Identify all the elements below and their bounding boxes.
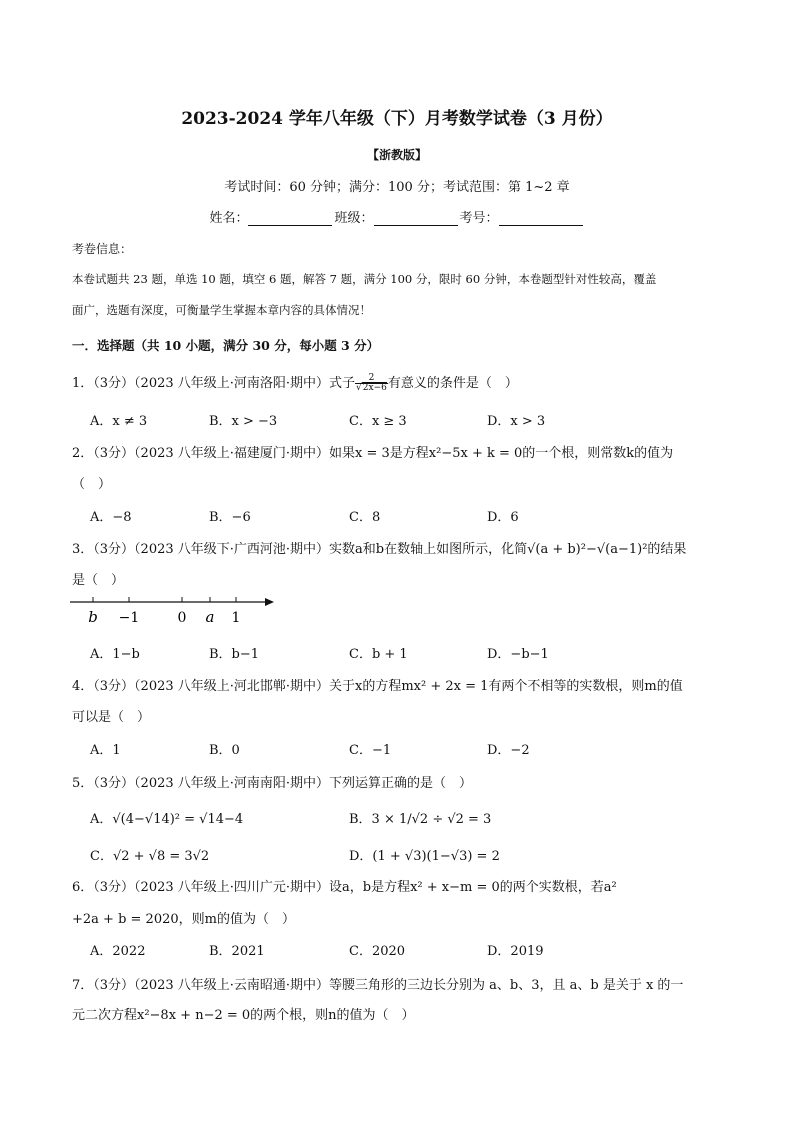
student-fields	[0, 207, 794, 226]
fraction-denominator: √2x−6	[356, 383, 387, 393]
q5-option-d[interactable]: D．(1 + √3)(1−√3) = 2	[349, 849, 500, 864]
label-1: 1	[231, 610, 241, 626]
q4-option-a[interactable]: A．1	[90, 743, 121, 758]
q6-option-a[interactable]: A．2022	[90, 944, 146, 959]
label-minus-1: −1	[118, 610, 140, 626]
radicand: 2x−6	[362, 383, 387, 393]
number-label: 考号：	[459, 211, 499, 226]
question-6-line-2: +2a + b = 2020，则m的值为（ ）	[72, 912, 295, 927]
question-4-line-2: 可以是（ ）	[72, 710, 151, 725]
label-a: a	[205, 608, 215, 626]
exam-meta: 考试时间：60 分钟；满分：100 分；考试范围：第 1~2 章	[224, 180, 570, 195]
q1-option-a[interactable]: A．x ≠ 3	[90, 414, 148, 429]
number-blank[interactable]	[499, 211, 583, 226]
name-blank[interactable]	[248, 211, 332, 226]
number-line-figure	[68, 594, 288, 630]
q2-option-d[interactable]: D．6	[487, 510, 519, 525]
info-line-1: 本卷试题共 23 题，单选 10 题，填空 6 题，解答 7 题，满分 100 分，限时 60 分钟，本卷题型针对性较高，覆盖	[72, 272, 657, 286]
q2-option-b[interactable]: B．−6	[209, 510, 251, 525]
q5-option-b[interactable]: B．3 × 1/√2 ÷ √2 = 3	[349, 812, 492, 827]
info-label: 考卷信息：	[72, 242, 133, 256]
label-0: 0	[177, 610, 187, 626]
info-line-2: 面广，选题有深度，可衡量学生掌握本章内容的具体情况！	[72, 303, 371, 317]
class-blank[interactable]	[374, 211, 458, 226]
q1-option-b[interactable]: B．x > −3	[209, 414, 278, 429]
q2-option-a[interactable]: A．−8	[90, 510, 132, 525]
question-3-line-2: 是（ ）	[72, 573, 125, 588]
q3-option-c[interactable]: C．b + 1	[349, 647, 408, 662]
q1-option-d[interactable]: D．x > 3	[487, 414, 546, 429]
edition-label: 【浙教版】	[366, 148, 427, 162]
q1-option-c[interactable]: C．x ≥ 3	[349, 414, 407, 429]
q4-option-d[interactable]: D．−2	[487, 743, 530, 758]
q6-option-d[interactable]: D．2019	[487, 944, 544, 959]
label-b: b	[88, 608, 98, 626]
q6-option-c[interactable]: C．2020	[349, 944, 406, 959]
q6-option-b[interactable]: B．2021	[209, 944, 265, 959]
section-title: 一．选择题（共 10 小题，满分 30 分，每小题 3 分）	[72, 338, 380, 353]
name-label: 姓名：	[209, 211, 249, 226]
question-5-line-1: 5．（3分）（2023 八年级上·河南南阳·期中）下列运算正确的是（ ）	[72, 776, 473, 791]
q2-option-c[interactable]: C．8	[349, 510, 381, 525]
question-3-line-1: 3．（3分）（2023 八年级下·广西河池·期中）实数a和b在数轴上如图所示，化简√(a + b)²−√(a−1)²的结果	[72, 542, 687, 557]
q3-option-d[interactable]: D．−b−1	[487, 647, 549, 662]
question-6-line-1: 6．（3分）（2023 八年级上·四川广元·期中）设a，b是方程x² + x−m = 0的两个实数根，若a²	[72, 880, 617, 895]
fraction-numerator: 2	[355, 374, 388, 384]
question-1-suffix: 有意义的条件是（ ）	[387, 376, 518, 391]
question-1-fraction	[355, 374, 388, 393]
question-1-prefix: 1．（3分）（2023 八年级上·河南洛阳·期中）式子	[72, 376, 356, 391]
question-2-line-2: （ ）	[72, 477, 112, 492]
question-4-line-1: 4．（3分）（2023 八年级上·河北邯郸·期中）关于x的方程mx² + 2x = 1有两个不相等的实数根，则m的值	[72, 679, 683, 694]
q5-option-a[interactable]: A．√(4−√14)² = √14−4	[90, 812, 244, 827]
q4-option-b[interactable]: B．0	[209, 743, 240, 758]
question-2-line-1: 2．（3分）（2023 八年级上·福建厦门·期中）如果x = 3是方程x²−5x + k = 0的一个根，则常数k的值为	[72, 446, 674, 461]
question-7-line-2: 元二次方程x²−8x + n−2 = 0的两个根，则n的值为（ ）	[72, 1008, 415, 1023]
q3-option-b[interactable]: B．b−1	[209, 647, 260, 662]
q4-option-c[interactable]: C．−1	[349, 743, 392, 758]
exam-title: 2023-2024 学年八年级（下）月考数学试卷（3 月份）	[181, 109, 613, 129]
question-1	[72, 372, 518, 393]
q3-option-a[interactable]: A．1−b	[90, 647, 140, 662]
number-line-arrow-icon	[265, 598, 274, 606]
q5-option-c[interactable]: C．√2 + √8 = 3√2	[90, 849, 210, 864]
question-7-line-1: 7．（3分）（2023 八年级上·云南昭通·期中）等腰三角形的三边长分别为 a、b、3，且 a、b 是关于 x 的一	[72, 978, 684, 993]
class-label: 班级：	[334, 211, 374, 226]
